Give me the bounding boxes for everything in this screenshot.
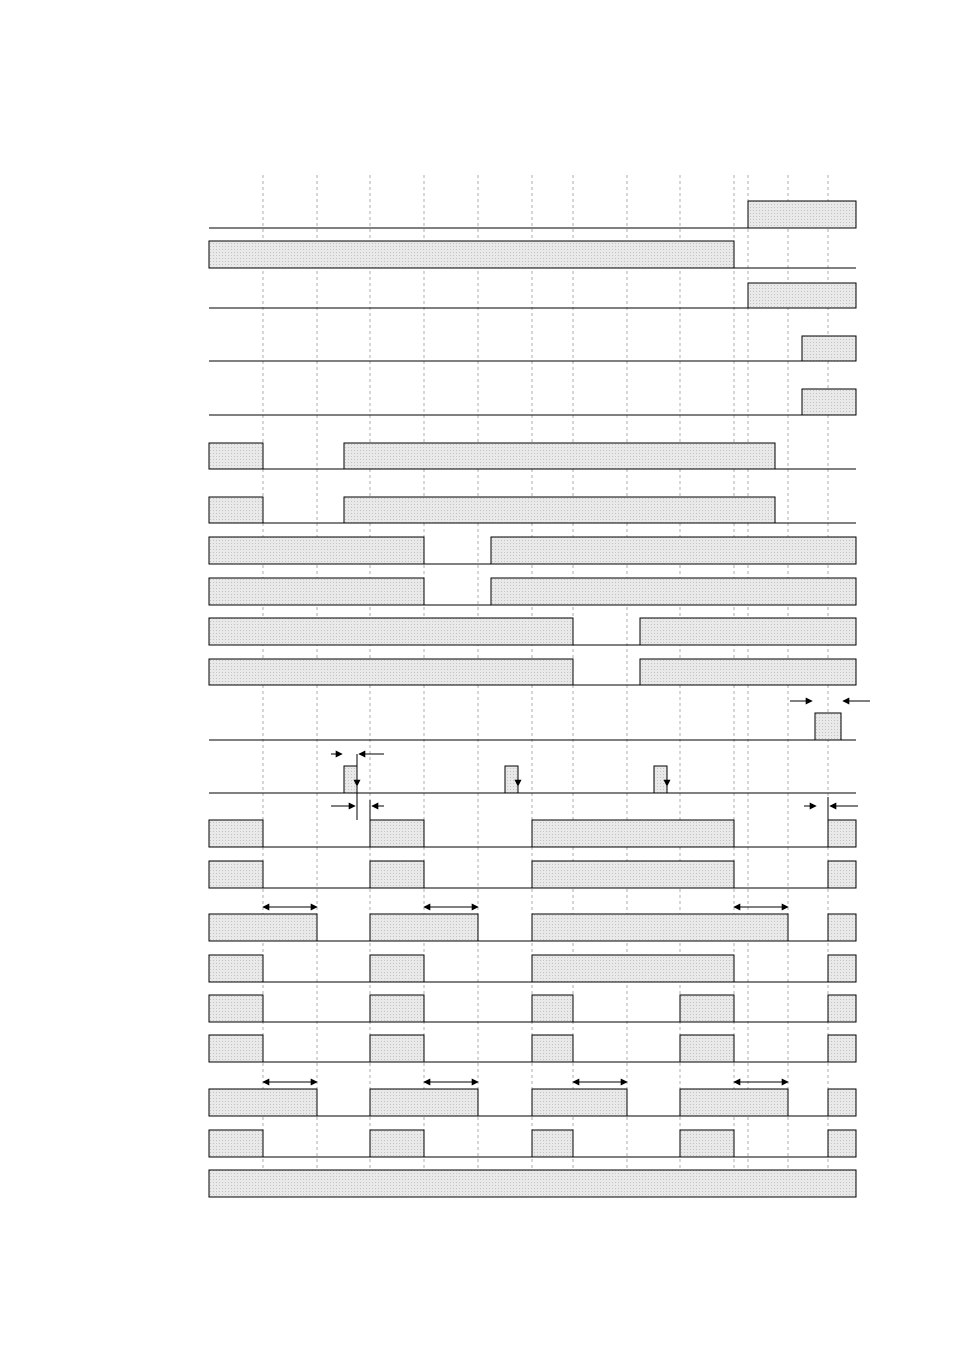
signal-pulse — [370, 820, 424, 847]
signal-pulse — [680, 1035, 734, 1062]
signal-pulse — [209, 995, 263, 1022]
signal-pulse — [491, 578, 856, 605]
signal-pulse — [209, 537, 424, 564]
signal-pulse — [370, 861, 424, 888]
timing-arrows — [263, 701, 870, 1082]
signal-pulse — [209, 1130, 263, 1157]
signal-pulse — [828, 820, 856, 847]
signal-pulse — [828, 1089, 856, 1116]
signal-pulse — [209, 820, 263, 847]
signal-pulse — [370, 914, 478, 941]
signal-pulse — [802, 336, 856, 361]
signal-pulse — [815, 713, 841, 740]
signal-pulse — [532, 914, 788, 941]
signal-traces — [209, 201, 856, 1197]
signal-pulse — [505, 766, 518, 793]
signal-pulse — [532, 995, 573, 1022]
signal-pulse — [532, 820, 734, 847]
signal-pulse — [532, 1089, 627, 1116]
signal-pulse — [680, 1130, 734, 1157]
signal-pulse — [802, 389, 856, 415]
signal-pulse — [532, 1130, 573, 1157]
signal-pulse — [209, 1035, 263, 1062]
signal-pulse — [828, 861, 856, 888]
signal-pulse — [532, 1035, 573, 1062]
signal-pulse — [491, 537, 856, 564]
signal-pulse — [828, 1130, 856, 1157]
signal-pulse — [344, 766, 357, 793]
signal-pulse — [680, 1089, 788, 1116]
signal-pulse — [209, 497, 263, 523]
signal-pulse — [370, 1035, 424, 1062]
signal-pulse — [828, 914, 856, 941]
signal-pulse — [640, 659, 856, 685]
signal-pulse — [748, 201, 856, 228]
signal-pulse — [344, 497, 775, 523]
signal-pulse — [828, 1035, 856, 1062]
signal-pulse — [344, 443, 775, 469]
signal-pulse — [654, 766, 667, 793]
signal-pulse — [209, 618, 573, 645]
signal-pulse — [370, 955, 424, 982]
signal-pulse — [209, 659, 573, 685]
signal-pulse — [209, 861, 263, 888]
signal-pulse — [209, 578, 424, 605]
signal-pulse — [640, 618, 856, 645]
signal-pulse — [209, 443, 263, 469]
signal-pulse — [828, 955, 856, 982]
signal-pulse — [370, 1130, 424, 1157]
signal-pulse — [209, 914, 317, 941]
signal-pulse — [370, 995, 424, 1022]
signal-pulse — [748, 283, 856, 308]
signal-pulse — [209, 955, 263, 982]
signal-pulse — [209, 1089, 317, 1116]
signal-pulse — [532, 861, 734, 888]
signal-pulse — [532, 955, 734, 982]
signal-pulse — [209, 241, 734, 268]
signal-pulse — [680, 995, 734, 1022]
signal-pulse — [828, 995, 856, 1022]
signal-pulse — [209, 1170, 856, 1197]
signal-pulse — [370, 1089, 478, 1116]
